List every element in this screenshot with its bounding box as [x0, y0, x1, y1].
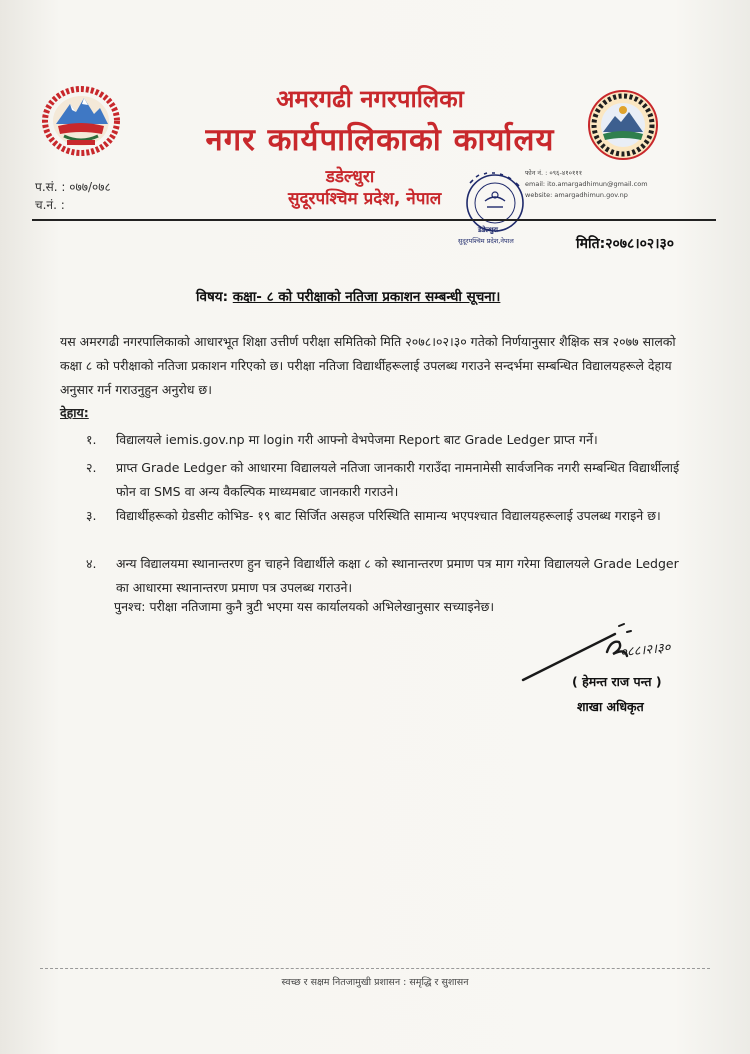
province-name: सुदूरपश्चिम प्रदेश, नेपाल [288, 189, 442, 209]
header-divider [32, 219, 716, 221]
list-item [86, 552, 696, 600]
subject-label: विषय: [196, 289, 229, 305]
contact-phone: फोन नं. : ०९६-४१०१११ [525, 169, 583, 177]
list-item [86, 428, 696, 452]
stamp-district: डडेल्धुरा [478, 226, 498, 234]
list-item-number: ४. [86, 556, 97, 571]
contact-website: website: amargadhimun.gov.np [525, 191, 628, 199]
district-name: डडेल्धुरा [325, 167, 375, 187]
office-name: नगर कार्यपालिकाको कार्यालय [205, 122, 555, 158]
contact-email: email: ito.amargadhimun@gmail.com [525, 180, 648, 188]
list-item-text: विद्यार्थीहरूको ग्रेडसीट कोभिड- १९ बाट सिर्जित असहज परिस्थिति सामान्य भएपश्चात विद्यालयहरूलाई उपलब्ध गराइने छ। [116, 508, 661, 523]
signatory-title: शाखा अधिकृत [577, 699, 644, 714]
footer-slogan: स्वच्छ र सक्षम नितजामुखी प्रशासन : समृद्धि र सुशासन [281, 977, 469, 988]
list-heading: देहाय: [60, 405, 89, 420]
list-item-number: १. [86, 432, 97, 447]
intro-paragraph: यस अमरगढी नगरपालिकाको आधारभूत शिक्षा उत्तीर्ण परीक्षा समितिको मिति २०७८।०२।३० गतेको निर्णयानुसार शैक्षिक सत्र २०७७ सालको कक्षा ८ को परीक्षाको नतिजा प्रकाशन गरिएको छ। परीक्षा नतिजा विद्यार्थीहरूलाई उपलब्ध गराउने सन्दर्भमा सम्बन्धित विद्यालयहरूले देहाय अनुसार गर्न गराउनुहुन अनुरोध छ। [60, 334, 676, 397]
footer-divider [40, 968, 710, 969]
subject-line [196, 287, 500, 305]
dispatch-number: च.नं. : [35, 198, 65, 212]
list-item-text: विद्यालयले iemis.gov.np मा login गरी आफ्नो वेभपेजमा Report बाट Grade Ledger प्राप्त गर्ने। [116, 432, 598, 447]
subject-text: कक्षा- ८ को परीक्षाको नतिजा प्रकाशन सम्बन्धी सूचना। [232, 289, 501, 305]
municipality-name: अमरगढी नगरपालिका [276, 85, 464, 113]
list-item [86, 504, 696, 552]
letter-date: मिति:२०७८।०२।३० [576, 236, 675, 252]
list-item-text: प्राप्त Grade Ledger को आधारमा विद्यालयले नतिजा जानकारी गराउँदा नामनामेसी सार्वजनिक नगरी सम्बन्धित विद्यार्थीलाई फोन वा SMS वा अन्य वैकल्पिक माध्यमबाट जानकारी गराउने। [116, 460, 680, 499]
list-item-text: अन्य विद्यालयमा स्थानान्तरण हुन चाहने विद्यार्थीले कक्षा ८ को स्थानान्तरण प्रमाण पत्र माग गरेमा विद्यालयले Grade Ledger का आधारमा स्थानान्तरण प्रमाण पत्र उपलब्ध गराउने। [116, 556, 679, 595]
signature-date: ०८८।२।३० [619, 640, 672, 661]
postscript-note: पुनश्च: परीक्षा नतिजामा कुनै त्रुटी भएमा यस कार्यालयको अभिलेखानुसार सच्याइनेछ। [114, 599, 495, 614]
signatory-name: ( हेमन्त राज पन्त ) [572, 674, 662, 689]
list-item [86, 456, 696, 504]
reference-number: प.सं. : ०७७/०७८ [35, 180, 111, 194]
list-item-number: २. [86, 460, 97, 475]
nepal-emblem-icon [42, 86, 120, 156]
municipality-logo-icon [585, 88, 661, 162]
list-item-number: ३. [86, 508, 97, 523]
stamp-province: सुदूरपश्चिम प्रदेश,नेपाल [458, 237, 514, 245]
